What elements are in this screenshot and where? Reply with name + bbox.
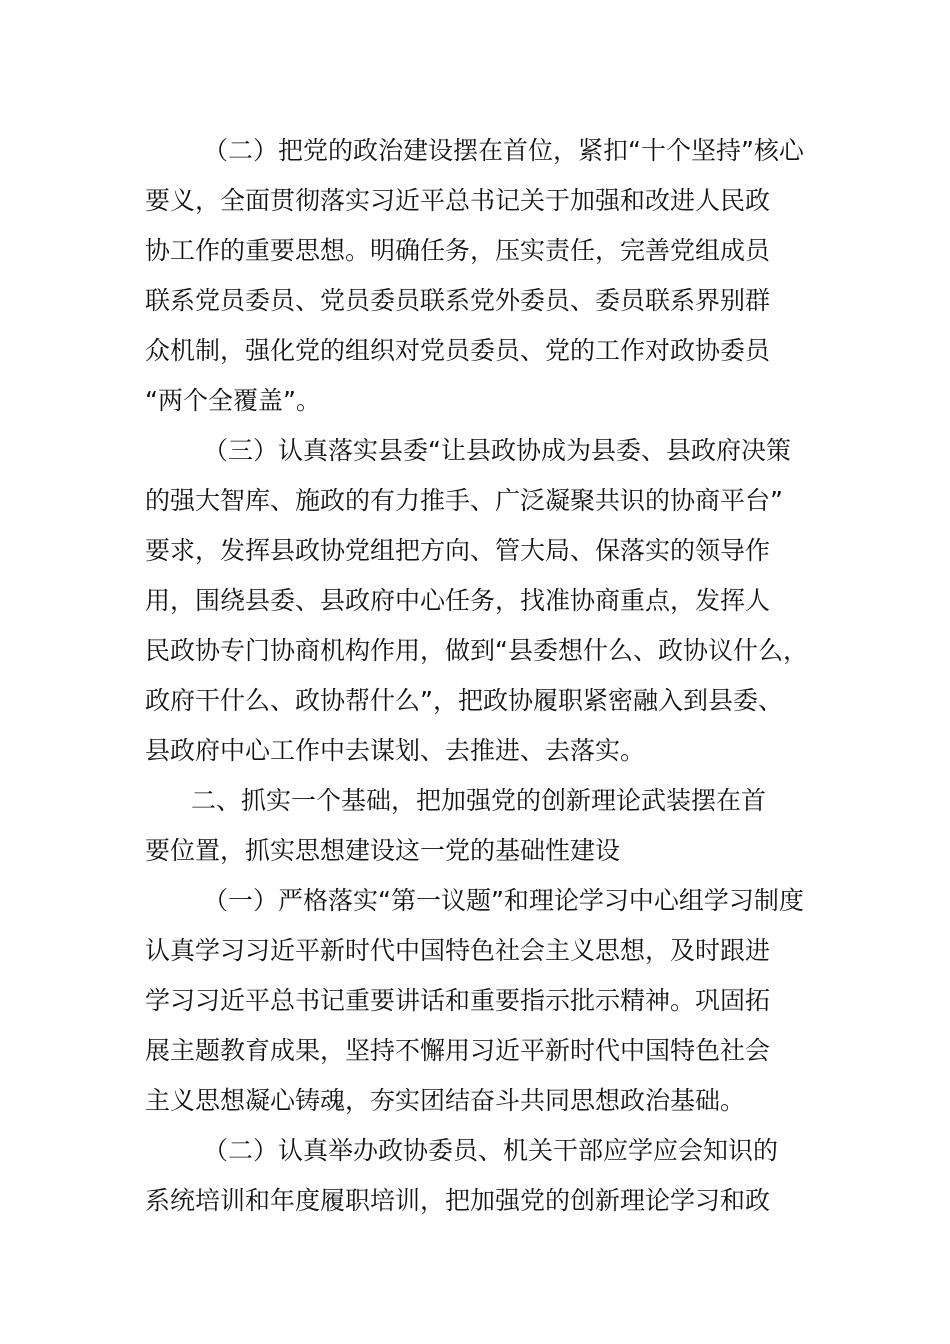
paragraph-party-political-building — [145, 126, 835, 426]
text-line: 民政协专门协商机构作用，做到“县委想什么、政协议什么， — [145, 636, 808, 665]
paragraph-training — [145, 1126, 835, 1226]
text-line: 展主题教育成果，坚持不懈用习近平新时代中国特色社会 — [145, 1036, 771, 1065]
text-line: “两个全覆盖”。 — [145, 386, 321, 415]
text-line: 认真学习习近平新时代中国特色社会主义思想，及时跟进 — [145, 936, 771, 965]
text-line: 学习习近平总书记重要讲话和重要指示批示精神。巩固拓 — [145, 986, 771, 1015]
text-line: 联系党员委员、党员委员联系党外委员、委员联系界别群 — [145, 286, 771, 315]
paragraph-first-agenda-study — [145, 876, 835, 1126]
paragraph-county-committee-requirements — [145, 426, 835, 776]
text-line: 主义思想凝心铸魂，夯实团结奋斗共同思想政治基础。 — [145, 1086, 746, 1115]
text-line: 要求，发挥县政协党组把方向、管大局、保落实的领导作 — [145, 536, 771, 565]
heading-line: 要位置，抓实思想建设这一党的基础性建设 — [145, 836, 621, 865]
document-body — [145, 126, 835, 1226]
text-line: 协工作的重要思想。明确任务，压实责任，完善党组成员 — [145, 236, 771, 265]
text-line: 要义，全面贯彻落实习近平总书记关于加强和改进人民政 — [145, 186, 771, 215]
text-line: 众机制，强化党的组织对党员委员、党的工作对政协委员 — [145, 336, 771, 365]
heading-line: 二、抓实一个基础，把加强党的创新理论武装摆在首 — [191, 786, 767, 815]
section-heading-two — [145, 776, 835, 876]
text-line: （二）把党的政治建设摆在首位，紧扣“十个坚持”核心 — [203, 136, 804, 165]
text-line: 系统培训和年度履职培训，把加强党的创新理论学习和政 — [145, 1186, 771, 1215]
text-line: 县政府中心工作中去谋划、去推进、去落实。 — [145, 736, 646, 765]
text-line: （二）认真举办政协委员、机关干部应学应会知识的 — [203, 1136, 779, 1165]
text-line: 政府干什么、政协帮什么”，把政协履职紧密融入到县委、 — [145, 686, 783, 715]
text-line: 的强大智库、施政的有力推手、广泛凝聚共识的协商平台” — [145, 486, 783, 515]
text-line: （三）认真落实县委“让县政协成为县委、县政府决策 — [203, 436, 791, 465]
text-line: 用，围绕县委、县政府中心任务，找准协商重点，发挥人 — [145, 586, 771, 615]
text-line: （一）严格落实“第一议题”和理论学习中心组学习制度 — [203, 886, 804, 915]
